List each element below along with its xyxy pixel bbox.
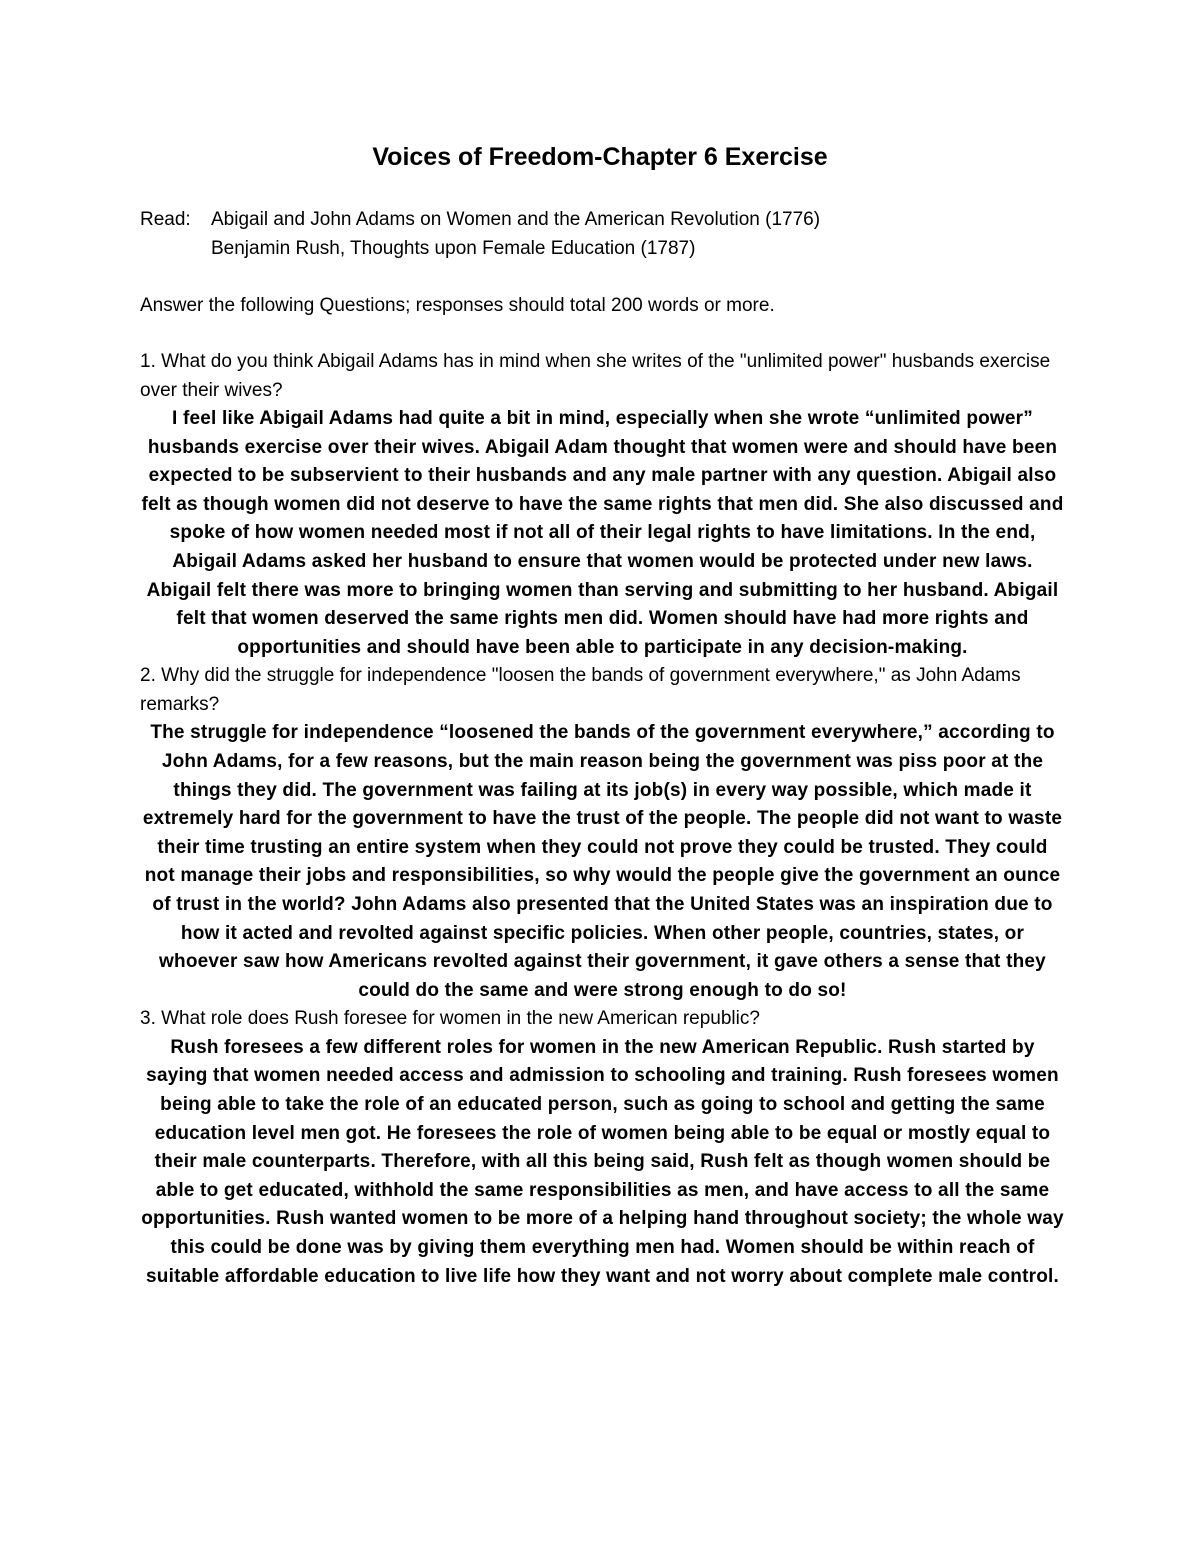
reading-title: Benjamin Rush, Thoughts upon Female Education (1787) [211, 238, 696, 259]
questions-section [140, 348, 1065, 1291]
read-label-spacer [140, 234, 211, 263]
reading-list [140, 205, 820, 263]
reading-item [140, 234, 820, 263]
read-label: Read: [140, 209, 191, 230]
reading-title: Abigail and John Adams on Women and the American Revolution (1776) [211, 209, 821, 230]
question-2: 2. Why did the struggle for independence "loosen the bands of government everywhere," as John Adams remarks? [140, 665, 1021, 715]
question-1: 1. What do you think Abigail Adams has in mind when she writes of the "unlimited power" husbands exercise over their wives? [140, 351, 1051, 401]
answer-1: I feel like Abigail Adams had quite a bit in mind, especially when she wrote “unlimited power” husbands exercise over their wives. Abigail Adam thought that women were and should have been expected to be subservient to their husbands and any male partner with any question. Abigail also felt as though women did not deserve to have the same rights that men did. She also discussed and spoke of how women needed most if not all of their legal rights to have limitations. In the end, Abigail Adams asked her husband to ensure that women would be protected under new laws. Abigail felt there was more to bringing women than serving and submitting to her husband. Abigail felt that women deserved the same rights men did. Women should have had more rights and opportunities and should have been able to participate in any decision-making. [141, 408, 1064, 658]
instructions: Answer the following Questions; responses should total 200 words or more. [140, 295, 775, 316]
answer-2: The struggle for independence “loosened the bands of the government everywhere,” according to John Adams, for a few reasons, but the main reason being the government was piss poor at the things they did. The government was failing at its job(s) in every way possible, which made it extremely hard for the government to have the trust of the people. The people did not want to waste their time trusting an entire system when they could not prove they could be trusted. They could not manage their jobs and responsibilities, so why would the people give the government an ounce of trust in the world? John Adams also presented that the United States was an inspiration due to how it acted and revolted against specific policies. When other people, countries, states, or whoever saw how Americans revolted against their government, it gave others a sense that they could do the same and were strong enough to do so! [142, 722, 1063, 1001]
reading-item [140, 205, 820, 234]
document-title: Voices of Freedom-Chapter 6 Exercise [372, 143, 828, 171]
question-3: 3. What role does Rush foresee for women in the new American republic? [140, 1008, 760, 1030]
answer-3: Rush foresees a few different roles for women in the new American Republic. Rush started by saying that women needed access and admission to schooling and training. Rush foresees women being able to take the role of an educated person, such as going to school and getting the same education level men got. He foresees the role of women being able to be equal or mostly equal to their male counterparts. Therefore, with all this being said, Rush felt as though women should be able to get educated, withhold the same responsibilities as men, and have access to all the same opportunities. Rush wanted women to be more of a helping hand throughout society; the whole way this could be done was by giving them everything men had. Women should be within reach of suitable affordable education to live life how they want and not worry about complete male control. [141, 1036, 1064, 1287]
